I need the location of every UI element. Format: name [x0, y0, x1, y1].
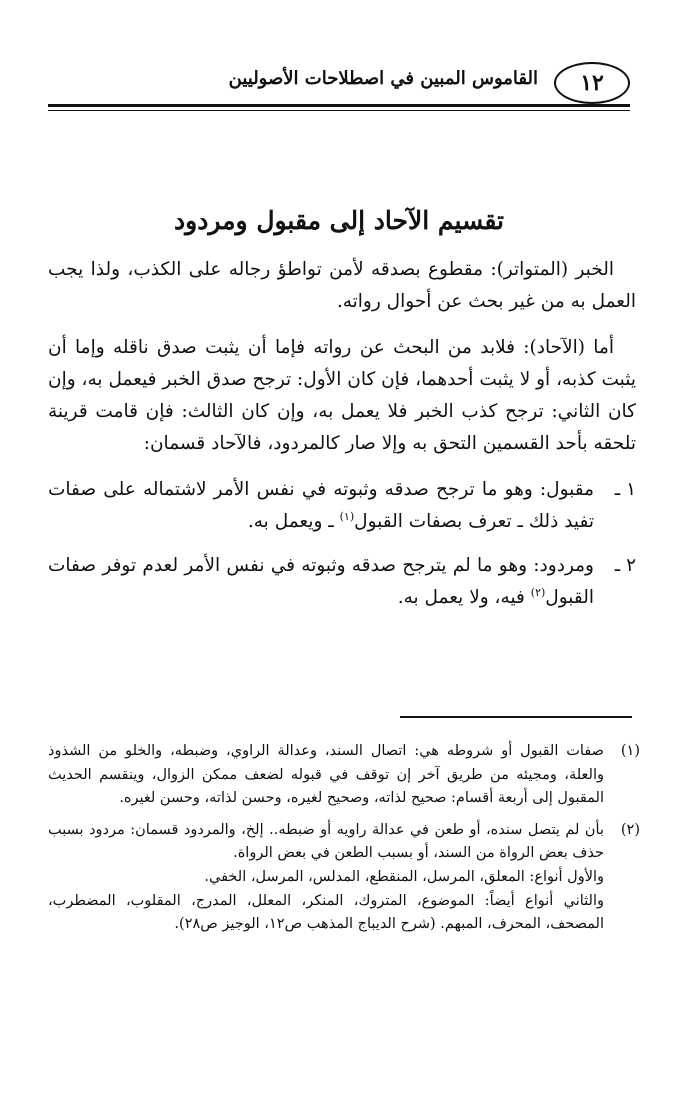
section-title: تقسيم الآحاد إلى مقبول ومردود	[174, 206, 504, 235]
footnote-number: (١)	[620, 743, 640, 759]
footnote	[48, 819, 640, 937]
footnote-number: (٢)	[620, 821, 640, 838]
footnote-line: بأن لم يتصل سنده، أو طعن في عدالة راويه أو ضبطه.. إلخ، والمردود قسمان: مردود بسبب حذف بعض الرواة من السند، أو بسبب الطعن في بعض الرواة.	[48, 821, 604, 862]
footnote-ref[interactable]: (٢)	[530, 585, 546, 599]
list-item-number: ١ ـ	[614, 479, 636, 500]
footnote-text	[48, 819, 604, 937]
footnote-separator	[400, 716, 632, 718]
list-item	[48, 474, 636, 538]
paragraph: أما (الآحاد): فلابد من البحث عن رواته فإما أن يثبت صدق ناقله وإما أن يثبت كذبه، أو لا يثبت أحدهما، فإن كان الأول: ترجح صدق الخبر فيعمل به، وإن كان الثاني: ترجح كذب الخبر فلا يعمل به، وإن كان الثالث: فإن قامت قرينة تلحقه بأحد القسمين التحق به وإلا صار كالمردود، فالآحاد قسمان:	[48, 337, 636, 454]
running-title: القاموس المبين في اصطلاحات الأصوليين	[228, 68, 538, 89]
footnote-text	[48, 740, 604, 811]
footnote-line: والأول أنواع: المعلق، المرسل، المنقطع، المدلس، المرسل، الخفي.	[204, 868, 604, 885]
footnote-ref[interactable]: (١)	[339, 509, 355, 523]
list-item-text-after: ـ ويعمل به.	[247, 511, 334, 532]
footnotes	[48, 740, 640, 945]
paragraph: الخبر (المتواتر): مقطوع بصدقه لأمن تواطؤ رجاله على الكذب، ولذا يجب العمل به من غير بحث عن أحوال رواته.	[48, 259, 636, 312]
list-item	[48, 550, 636, 614]
running-header	[48, 62, 630, 110]
page-number: ١٢	[554, 62, 630, 104]
body-text	[48, 254, 636, 626]
header-rule-thin	[48, 110, 630, 111]
list-item-text	[48, 550, 594, 614]
list-item-text	[48, 474, 594, 538]
list-item-number: ٢ ـ	[614, 555, 636, 576]
list-item-text-before: مقبول: وهو ما ترجح صدقه وثبوته في نفس الأمر لاشتماله على صفات تفيد ذلك ـ تعرف بصفات القبول	[48, 479, 594, 532]
footnote-line: والثاني أنواع أيضاً: الموضوع، المتروك، المنكر، المعلل، المدرج، المقلوب، المضطرب، المصحف، المحرف، المبهم. (شرح الديباج المذهب ص١٢، الوجيز ص٢٨).	[48, 892, 604, 933]
list-item-text-after: فيه، ولا يعمل به.	[397, 587, 525, 608]
footnote-line: صفات القبول أو شروطه هي: اتصال السند، وعدالة الراوي، وضبطه، والخلو من الشذوذ والعلة، ومجيئه من طريق آخر إن توقف في قبوله لضعف ممكن الزوال، وينقسم الحديث المقبول إلى أربعة أقسام: صحيح لذاته، وصحيح لغيره، وحسن لذاته، وحسن لغيره.	[48, 743, 604, 807]
header-rule-thick	[48, 104, 630, 107]
footnote	[48, 740, 640, 811]
list-item-text-before: ومردود: وهو ما لم يترجح صدقه وثبوته في نفس الأمر لعدم توفر صفات القبول	[48, 555, 594, 608]
